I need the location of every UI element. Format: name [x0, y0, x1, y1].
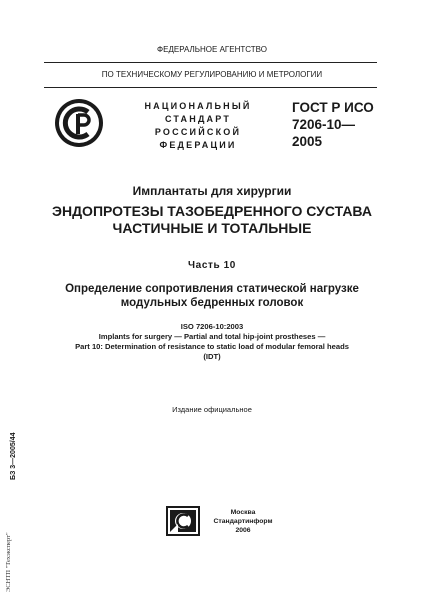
standard-type-line4: ФЕДЕРАЦИИ [159, 140, 237, 150]
side-catalog-code: БЗ 3—2005/44 [10, 432, 17, 480]
publisher-info [213, 508, 273, 535]
document-main-title [0, 203, 424, 237]
agency-name-line1: ФЕДЕРАЛЬНОЕ АГЕНТСТВО [157, 45, 267, 54]
iso-number: ISO 7206-10:2003 [180, 322, 244, 331]
subtitle-line1: Определение сопротивления статической нагрузке [65, 283, 359, 295]
main-title-line2: ЧАСТИЧНЫЕ И ТОТАЛЬНЫЕ [112, 220, 312, 236]
header-divider-bottom [44, 87, 377, 88]
standard-type-line3: РОССИЙСКОЙ [154, 127, 242, 137]
main-title-line1: ЭНДОПРОТЕЗЫ ТАЗОБЕДРЕННОГО СУСТАВА [52, 203, 372, 219]
standartinform-logo-icon [166, 506, 200, 536]
official-edition-label: Издание официальное [172, 405, 252, 414]
publisher-name: Стандартинформ [213, 518, 273, 525]
standard-code-line2: 7206-10— [292, 117, 356, 132]
standard-code [292, 99, 374, 150]
iso-english-title-line2: Part 10: Determination of resistance to static load of modular femoral heads [75, 342, 349, 351]
agency-name-line2: ПО ТЕХНИЧЕСКОМУ РЕГУЛИРОВАНИЮ И МЕТРОЛОГИИ [101, 70, 323, 79]
gost-r-certification-logo-icon [54, 98, 104, 148]
standard-code-line1: ГОСТ Р ИСО [292, 100, 374, 115]
document-subtitle [0, 282, 424, 310]
header-divider-top [44, 62, 377, 63]
standard-type-line1: НАЦИОНАЛЬНЫЙ [144, 101, 252, 111]
iso-equivalence: (IDT) [203, 352, 221, 361]
part-number: Часть 10 [188, 260, 236, 271]
subtitle-line2: модульных бедренных головок [120, 297, 304, 309]
publisher-city: Москва [230, 509, 256, 516]
iso-english-title-line1: Implants for surgery — Partial and total hip-joint prostheses — [98, 332, 326, 341]
iso-reference [0, 322, 424, 362]
side-source-stamp: ЭСНТП "Техэксперт" [5, 532, 12, 592]
standard-type-line2: СТАНДАРТ [164, 114, 232, 124]
standard-code-line3: 2005 [292, 134, 323, 149]
publication-year: 2006 [235, 527, 251, 534]
document-category: Имплантаты для хирургии [132, 184, 292, 198]
